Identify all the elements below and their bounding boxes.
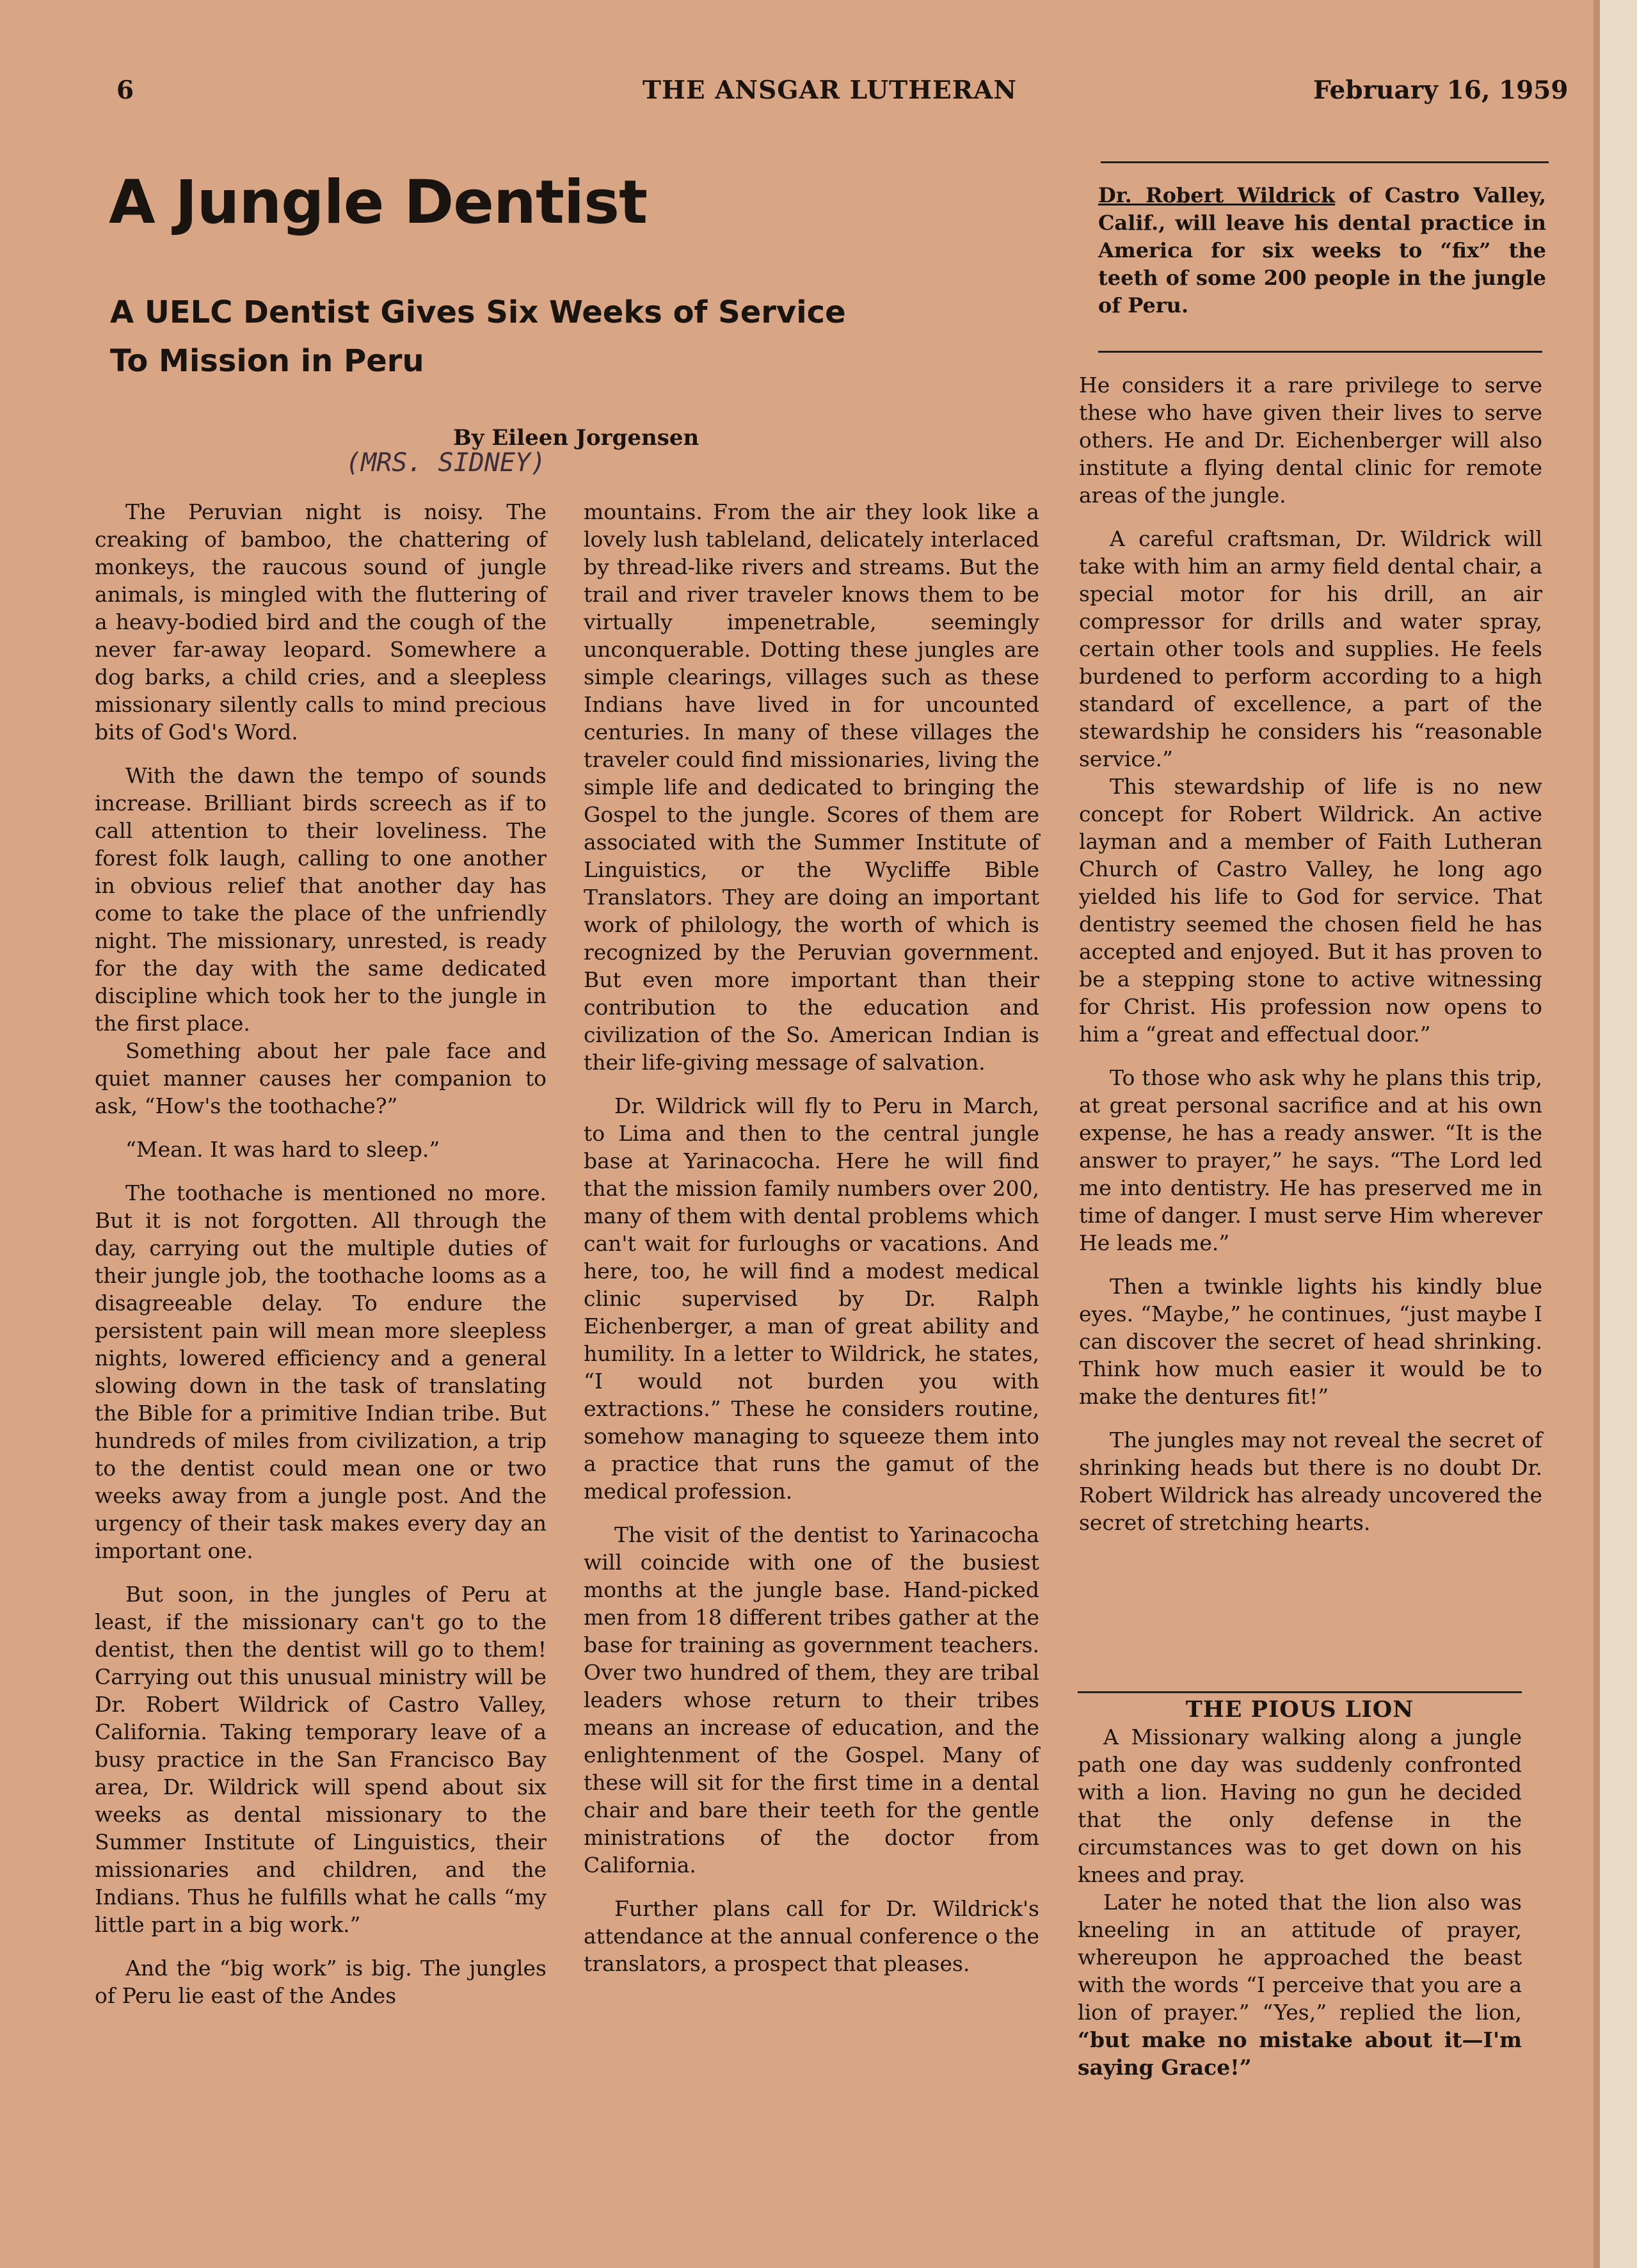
paragraph: “Mean. It was hard to sleep.” xyxy=(125,1137,440,1162)
subtitle-line-1: A UELC Dentist Gives Six Weeks of Service xyxy=(110,294,846,330)
divider-rule xyxy=(1078,1691,1522,1693)
paragraph: To those who ask why he plans this trip, at great personal sacrifice and at his own expense, he has a ready answer. “It is the answer to prayer,” he says. “The Lord led me into dentistry. He has preserved me in time of danger. I must serve Him wherever He leads me.” xyxy=(1079,1065,1542,1255)
issue-date: February 16, 1959 xyxy=(1313,76,1569,105)
page-edge xyxy=(1600,0,1637,2268)
paragraph-text: Later he noted that the lion also was kneeling in an attitude of prayer, whereupon he approached the beast with the words “I perceive that you are a lion of prayer.” “Yes,” replied the lion, xyxy=(1078,1890,1522,2025)
subtitle-line-2: To Mission in Peru xyxy=(110,343,424,379)
paragraph: Dr. Wildrick will fly to Peru in March, to Lima and then to the central jungle base at Yarinacocha. Here he will find that the mission family numbers over 200, many of them with dental problems which can't wait for furloughs or vacations. And here, too, he will find a modest medical clinic supervised by Dr. Ralph Eichenberger, a man of great ability and humility. In a letter to Wildrick, he states, “I would not burden you with extractions.” These he considers routine, somehow managing to squeeze them into a practice that runs the gamut of the medical profession. xyxy=(584,1093,1039,1504)
handwritten-note: (MRS. SIDNEY) xyxy=(346,448,547,478)
sidebar-story xyxy=(1078,1723,1522,2081)
divider-rule xyxy=(1098,351,1542,353)
paragraph: The jungles may not reveal the secret of shrinking heads but there is no doubt Dr. Robert Wildrick has already uncovered the secret of stretching hearts. xyxy=(1079,1428,1542,1535)
paragraph: But soon, in the jungles of Peru at least, if the missionary can't go to the dentist, then the dentist will go to them! Carrying out this unusual ministry will be Dr. Robert Wildrick of Castro Valley, California. Taking temporary leave of a busy practice in the San Francisco Bay area, Dr. Wildrick will spend about six weeks as dental missionary to the Summer Institute of Linguistics, their missionaries and children, and the Indians. Thus he fulfills what he calls “my little part in a big work.” xyxy=(95,1582,547,1937)
article-column-2 xyxy=(584,498,1039,1993)
article-title: A Jungle Dentist xyxy=(109,168,648,237)
paragraph: The toothache is mentioned no more. But it is not forgotten. All through the day, carrying out the multiple duties of their jungle job, the toothache looms as a disagreeable delay. To endure the persistent pain will mean more sleepless nights, lowered efficiency and a general slowing down in the task of translating the Bible for a primitive Indian tribe. But hundreds of miles from civilization, a trip to the dentist could mean one or two weeks away from a jungle post. And the urgency of their task makes every day an important one. xyxy=(95,1180,547,1563)
divider-rule xyxy=(1101,161,1549,163)
sidebar-title: THE PIOUS LION xyxy=(1185,1696,1414,1723)
paragraph: Further plans call for Dr. Wildrick's attendance at the annual conference o the translators, a prospect that pleases. xyxy=(584,1896,1039,1976)
pull-quote-text: of Castro Valley, Calif., will leave his dental practice in America for six weeks to “fix” the teeth of some 200 people in the jungle of Peru. xyxy=(1098,183,1546,318)
paragraph: Then a twinkle lights his kindly blue eyes. “Maybe,” he continues, “just maybe I can discover the secret of head shrinking. Think how much easier it would be to make the dentures fit!” xyxy=(1079,1274,1542,1409)
publication-name: THE ANSGAR LUTHERAN xyxy=(643,76,1018,105)
paragraph: mountains. From the air they look like a lovely lush tableland, delicately interlaced by thread-like rivers and streams. But the trail and river traveler knows them to be virtually impenetrable, seemingly unconquerable. Dotting these jungles are simple clearings, villages such as these Indians have lived in for uncounted centuries. In many of these villages the traveler could find missionaries, living the simple life and dedicated to bringing the Gospel to the jungle. Scores of them are associated with the Summer Institute of Linguistics, or the Wycliffe Bible Translators. They are doing an important work of philology, the worth of which is recognized by the Peruvian government. But even more important than their contribution to the education and civilization of the So. American Indian is their life-giving message of salvation. xyxy=(584,499,1039,1075)
paragraph: With the dawn the tempo of sounds increase. Brilliant birds screech as if to call attention to their loveliness. The forest folk laugh, calling to one another in obvious relief that another day has come to take the place of the unfriendly night. The missionary, unrested, is ready for the day with the same dedicated discipline which took her to the jungle in the first place. xyxy=(95,763,547,1036)
paragraph: The visit of the dentist to Yarinacocha will coincide with one of the busiest months at the jungle base. Hand-picked men from 18 different tribes gather at the base for training as government teachers. Over two hundred of them, they are tribal leaders whose return to their tribes means an increase of education, and the enlightenment of the Gospel. Many of these will sit for the first time in a dental chair and bare their teeth for the gentle ministrations of the doctor from California. xyxy=(584,1522,1039,1878)
paragraph: A Missionary walking along a jungle path one day was suddenly confronted with a lion. Having no gun he decided that the only defense in the circumstances was to get down on his knees and pray. xyxy=(1078,1725,1522,1887)
page-number: 6 xyxy=(116,76,134,105)
punchline: “but make no mistake about it—I'm saying Grace!” xyxy=(1078,2027,1522,2080)
paragraph: This stewardship of life is no new concept for Robert Wildrick. An active layman and a member of Faith Lutheran Church of Castro Valley, he long ago yielded his life to God for service. That dentistry seemed the chosen field he has accepted and enjoyed. But it has proven to be a stepping stone to active witnessing for Christ. His profession now opens to him a “great and effectual door.” xyxy=(1079,774,1542,1047)
paragraph: And the “big work” is big. The jungles of Peru lie east of the Andes xyxy=(95,1956,547,2008)
paragraph: Something about her pale face and quiet manner causes her companion to ask, “How's the toothache?” xyxy=(95,1038,547,1118)
paragraph xyxy=(1078,1888,1522,2081)
article-subtitle xyxy=(110,288,846,385)
page-fold-shadow xyxy=(1593,0,1600,2268)
paragraph: The Peruvian night is noisy. The creaking of bamboo, the chattering of monkeys, the raucous sound of jungle animals, is mingled with the fluttering of a heavy-bodied bird and the cough of the never far-away leopard. Somewhere a dog barks, a child cries, and a sleepless missionary silently calls to mind precious bits of God's Word. xyxy=(95,499,547,744)
pull-quote xyxy=(1098,182,1546,319)
paragraph: He considers it a rare privilege to serve these who have given their lives to serve others. He and Dr. Eichenberger will also institute a flying dental clinic for remote areas of the jungle. xyxy=(1079,373,1542,508)
byline: By Eileen Jorgensen xyxy=(453,425,699,451)
paragraph: A careful craftsman, Dr. Wildrick will take with him an army field dental chair, a special motor for his drill, an air compressor for drills and water spray, certain other tools and supplies. He feels burdened to perform according to a high standard of excellence, a part of the stewardship he considers his “reasonable service.” xyxy=(1079,526,1542,771)
article-column-1 xyxy=(95,498,547,2025)
pull-quote-name: Dr. Robert Wildrick xyxy=(1098,183,1336,207)
article-column-3 xyxy=(1079,371,1542,1552)
